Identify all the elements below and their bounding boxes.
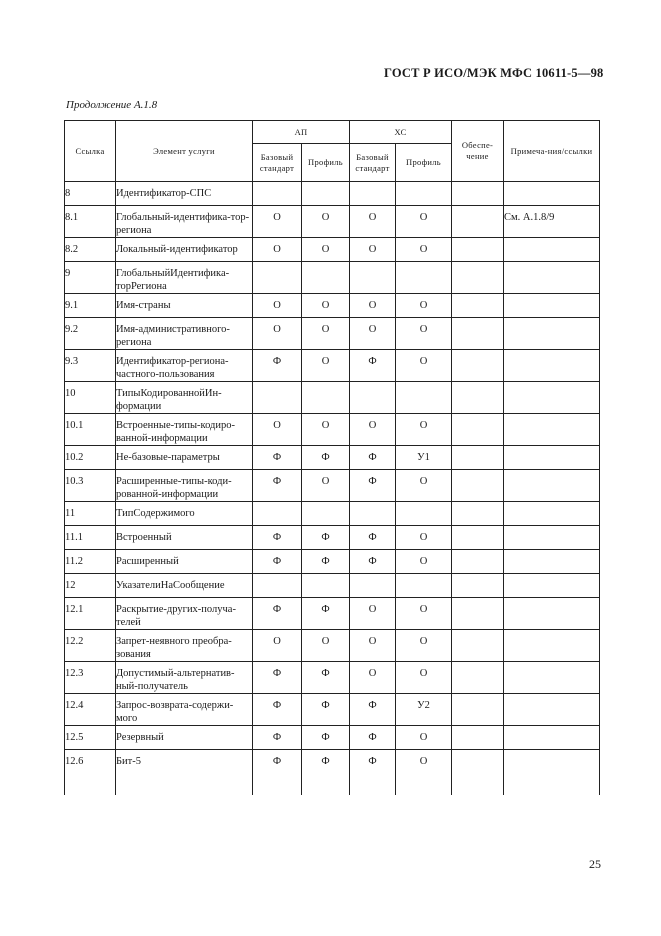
cell-ap-base: О: [253, 414, 302, 446]
cell-ref: 8.2: [65, 238, 116, 262]
header-ap-base: Базовый стандарт: [253, 144, 302, 182]
cell-ap-profile: Ф: [302, 662, 350, 694]
cell-element: Расширенный: [116, 550, 253, 574]
cell-element: УказателиНаСообщение: [116, 574, 253, 598]
header-ref: Ссылка: [65, 121, 116, 182]
cell-xs-profile: О: [396, 630, 452, 662]
cell-element: ТипыКодированнойИн-формации: [116, 382, 253, 414]
cell-notes: [504, 294, 600, 318]
cell-support: [452, 630, 504, 662]
cell-ap-base: О: [253, 630, 302, 662]
cell-ap-profile: Ф: [302, 526, 350, 550]
cell-xs-profile: О: [396, 470, 452, 502]
cell-xs-base: [350, 382, 396, 414]
cell-support: [452, 598, 504, 630]
cell-ap-base: [253, 574, 302, 598]
table-row: [65, 550, 600, 574]
cell-xs-profile: У1: [396, 446, 452, 470]
cell-ref: 11: [65, 502, 116, 526]
cell-notes: [504, 262, 600, 294]
table-row: [65, 382, 600, 414]
cell-ref: 8: [65, 182, 116, 206]
cell-xs-base: О: [350, 662, 396, 694]
cell-xs-base: Ф: [350, 526, 396, 550]
cell-ap-profile: Ф: [302, 694, 350, 726]
cell-ref: 9.1: [65, 294, 116, 318]
cell-notes: [504, 350, 600, 382]
table-row: [65, 414, 600, 446]
header-group-xs: ХС: [350, 121, 452, 144]
cell-ap-base: [253, 182, 302, 206]
cell-xs-base: Ф: [350, 470, 396, 502]
cell-ref: 11.1: [65, 526, 116, 550]
cell-support: [452, 206, 504, 238]
cell-ap-profile: Ф: [302, 446, 350, 470]
table-row: [65, 662, 600, 694]
cell-ap-profile: О: [302, 294, 350, 318]
cell-ref: 12: [65, 574, 116, 598]
cell-xs-profile: О: [396, 598, 452, 630]
cell-ap-base: Ф: [253, 550, 302, 574]
page-number: 25: [589, 857, 601, 871]
cell-xs-profile: О: [396, 526, 452, 550]
table-row: [65, 526, 600, 550]
cell-xs-base: Ф: [350, 446, 396, 470]
cell-ref: 10: [65, 382, 116, 414]
table-row: [65, 238, 600, 262]
cell-ref: 12.3: [65, 662, 116, 694]
cell-element: Идентификатор-региона-частного-пользования: [116, 350, 253, 382]
table-body: [65, 182, 600, 796]
cell-xs-base: Ф: [350, 694, 396, 726]
cell-ap-base: Ф: [253, 350, 302, 382]
header-xs-base: Базовый стандарт: [350, 144, 396, 182]
table-row: [65, 182, 600, 206]
cell-ap-base: Ф: [253, 750, 302, 796]
cell-element: Идентификатор-СПС: [116, 182, 253, 206]
cell-ap-profile: О: [302, 238, 350, 262]
cell-xs-profile: У2: [396, 694, 452, 726]
cell-support: [452, 446, 504, 470]
cell-ap-profile: [302, 502, 350, 526]
cell-support: [452, 414, 504, 446]
cell-ap-profile: [302, 574, 350, 598]
table-row: [65, 206, 600, 238]
cell-xs-base: [350, 502, 396, 526]
cell-notes: [504, 382, 600, 414]
cell-ap-base: Ф: [253, 470, 302, 502]
cell-support: [452, 470, 504, 502]
cell-ref: 12.6: [65, 750, 116, 796]
cell-element: Расширенные-типы-коди-рованной-информации: [116, 470, 253, 502]
cell-element: Резервный: [116, 726, 253, 750]
cell-xs-profile: О: [396, 318, 452, 350]
cell-xs-profile: О: [396, 550, 452, 574]
table-row: [65, 262, 600, 294]
cell-ap-profile: О: [302, 350, 350, 382]
cell-support: [452, 694, 504, 726]
table-row: [65, 318, 600, 350]
cell-ap-base: Ф: [253, 662, 302, 694]
cell-support: [452, 526, 504, 550]
table-row: [65, 294, 600, 318]
header-xs-profile: Профиль: [396, 144, 452, 182]
cell-xs-profile: О: [396, 726, 452, 750]
cell-notes: [504, 598, 600, 630]
cell-support: [452, 750, 504, 796]
cell-element: Запрет-неявного преобра-зования: [116, 630, 253, 662]
header-element: Элемент услуги: [116, 121, 253, 182]
cell-ref: 12.5: [65, 726, 116, 750]
cell-element: Запрос-возврата-содержи-мого: [116, 694, 253, 726]
table-row: [65, 726, 600, 750]
cell-ap-base: О: [253, 318, 302, 350]
table-row: [65, 350, 600, 382]
cell-support: [452, 550, 504, 574]
cell-notes: [504, 502, 600, 526]
cell-support: [452, 662, 504, 694]
cell-element: Допустимый-альтернатив-ный-получатель: [116, 662, 253, 694]
cell-xs-profile: О: [396, 662, 452, 694]
cell-ref: 9: [65, 262, 116, 294]
cell-notes: [504, 446, 600, 470]
cell-notes: [504, 750, 600, 796]
cell-ap-profile: [302, 182, 350, 206]
cell-notes: [504, 470, 600, 502]
cell-notes: [504, 694, 600, 726]
cell-ref: 10.3: [65, 470, 116, 502]
header-group-ap: АП: [253, 121, 350, 144]
cell-ap-base: Ф: [253, 526, 302, 550]
cell-ref: 12.4: [65, 694, 116, 726]
cell-support: [452, 294, 504, 318]
cell-element: Встроенный: [116, 526, 253, 550]
cell-ap-base: Ф: [253, 726, 302, 750]
cell-xs-profile: [396, 382, 452, 414]
cell-notes: [504, 182, 600, 206]
table-row: [65, 574, 600, 598]
cell-ap-profile: [302, 262, 350, 294]
cell-ap-base: Ф: [253, 446, 302, 470]
cell-element: Не-базовые-параметры: [116, 446, 253, 470]
header-support: Обеспе-чение: [452, 121, 504, 182]
cell-element: ТипСодержимого: [116, 502, 253, 526]
cell-notes: [504, 574, 600, 598]
cell-ap-base: Ф: [253, 598, 302, 630]
cell-ap-profile: О: [302, 630, 350, 662]
cell-xs-profile: [396, 502, 452, 526]
cell-support: [452, 502, 504, 526]
cell-xs-profile: [396, 262, 452, 294]
header-notes: Примеча-ния/ссылки: [504, 121, 600, 182]
cell-xs-base: О: [350, 206, 396, 238]
cell-ap-profile: О: [302, 470, 350, 502]
table-continuation-caption: Продолжение А.1.8: [66, 99, 158, 111]
table-row: [65, 470, 600, 502]
cell-ref: 11.2: [65, 550, 116, 574]
cell-notes: [504, 526, 600, 550]
cell-ap-base: Ф: [253, 694, 302, 726]
cell-support: [452, 262, 504, 294]
cell-notes: [504, 318, 600, 350]
cell-xs-profile: О: [396, 238, 452, 262]
table-row: [65, 694, 600, 726]
table-row: [65, 446, 600, 470]
cell-element: Раскрытие-других-получа-телей: [116, 598, 253, 630]
cell-xs-base: Ф: [350, 350, 396, 382]
cell-notes: [504, 726, 600, 750]
cell-xs-base: О: [350, 294, 396, 318]
cell-xs-base: Ф: [350, 750, 396, 796]
cell-ref: 12.2: [65, 630, 116, 662]
cell-ap-profile: Ф: [302, 550, 350, 574]
cell-support: [452, 350, 504, 382]
cell-ref: 10.1: [65, 414, 116, 446]
table-row: [65, 598, 600, 630]
cell-ap-profile: О: [302, 318, 350, 350]
cell-ap-base: [253, 262, 302, 294]
cell-notes: [504, 550, 600, 574]
table-row: [65, 502, 600, 526]
cell-support: [452, 238, 504, 262]
cell-notes: [504, 630, 600, 662]
cell-element: ГлобальныйИдентифика-торРегиона: [116, 262, 253, 294]
cell-ap-base: [253, 502, 302, 526]
cell-notes: [504, 414, 600, 446]
cell-xs-base: Ф: [350, 726, 396, 750]
cell-xs-profile: О: [396, 350, 452, 382]
document-title: ГОСТ Р ИСО/МЭК МФС 10611-5—98: [384, 66, 604, 80]
cell-xs-base: [350, 262, 396, 294]
cell-support: [452, 318, 504, 350]
cell-ap-profile: Ф: [302, 750, 350, 796]
cell-element: Имя-страны: [116, 294, 253, 318]
cell-element: Локальный-идентификатор: [116, 238, 253, 262]
cell-ref: 9.3: [65, 350, 116, 382]
cell-xs-base: О: [350, 414, 396, 446]
cell-xs-base: О: [350, 630, 396, 662]
cell-ref: 12.1: [65, 598, 116, 630]
cell-element: Бит-5: [116, 750, 253, 796]
cell-ref: 9.2: [65, 318, 116, 350]
table-row: [65, 630, 600, 662]
cell-ap-profile: О: [302, 206, 350, 238]
cell-ref: 8.1: [65, 206, 116, 238]
cell-notes: [504, 662, 600, 694]
header-ap-profile: Профиль: [302, 144, 350, 182]
cell-xs-base: Ф: [350, 550, 396, 574]
cell-xs-profile: О: [396, 750, 452, 796]
cell-xs-profile: О: [396, 294, 452, 318]
cell-xs-profile: [396, 182, 452, 206]
cell-ap-profile: Ф: [302, 598, 350, 630]
cell-ap-profile: [302, 382, 350, 414]
cell-ap-base: О: [253, 294, 302, 318]
cell-xs-base: О: [350, 598, 396, 630]
cell-support: [452, 382, 504, 414]
cell-ap-base: [253, 382, 302, 414]
cell-xs-base: О: [350, 318, 396, 350]
cell-ref: 10.2: [65, 446, 116, 470]
cell-ap-profile: Ф: [302, 726, 350, 750]
cell-ap-base: О: [253, 238, 302, 262]
cell-element: Встроенные-типы-кодиро-ванной-информации: [116, 414, 253, 446]
cell-notes: См. А.1.8/9: [504, 206, 600, 238]
cell-ap-profile: О: [302, 414, 350, 446]
cell-support: [452, 182, 504, 206]
cell-support: [452, 726, 504, 750]
cell-notes: [504, 238, 600, 262]
service-elements-table: [64, 120, 600, 795]
cell-element: Глобальный-идентифика-тор-региона: [116, 206, 253, 238]
cell-element: Имя-административного-региона: [116, 318, 253, 350]
cell-ap-base: О: [253, 206, 302, 238]
cell-xs-profile: [396, 574, 452, 598]
table-row: [65, 750, 600, 796]
cell-xs-profile: О: [396, 206, 452, 238]
cell-xs-base: [350, 574, 396, 598]
cell-xs-base: О: [350, 238, 396, 262]
cell-xs-profile: О: [396, 414, 452, 446]
cell-support: [452, 574, 504, 598]
cell-xs-base: [350, 182, 396, 206]
